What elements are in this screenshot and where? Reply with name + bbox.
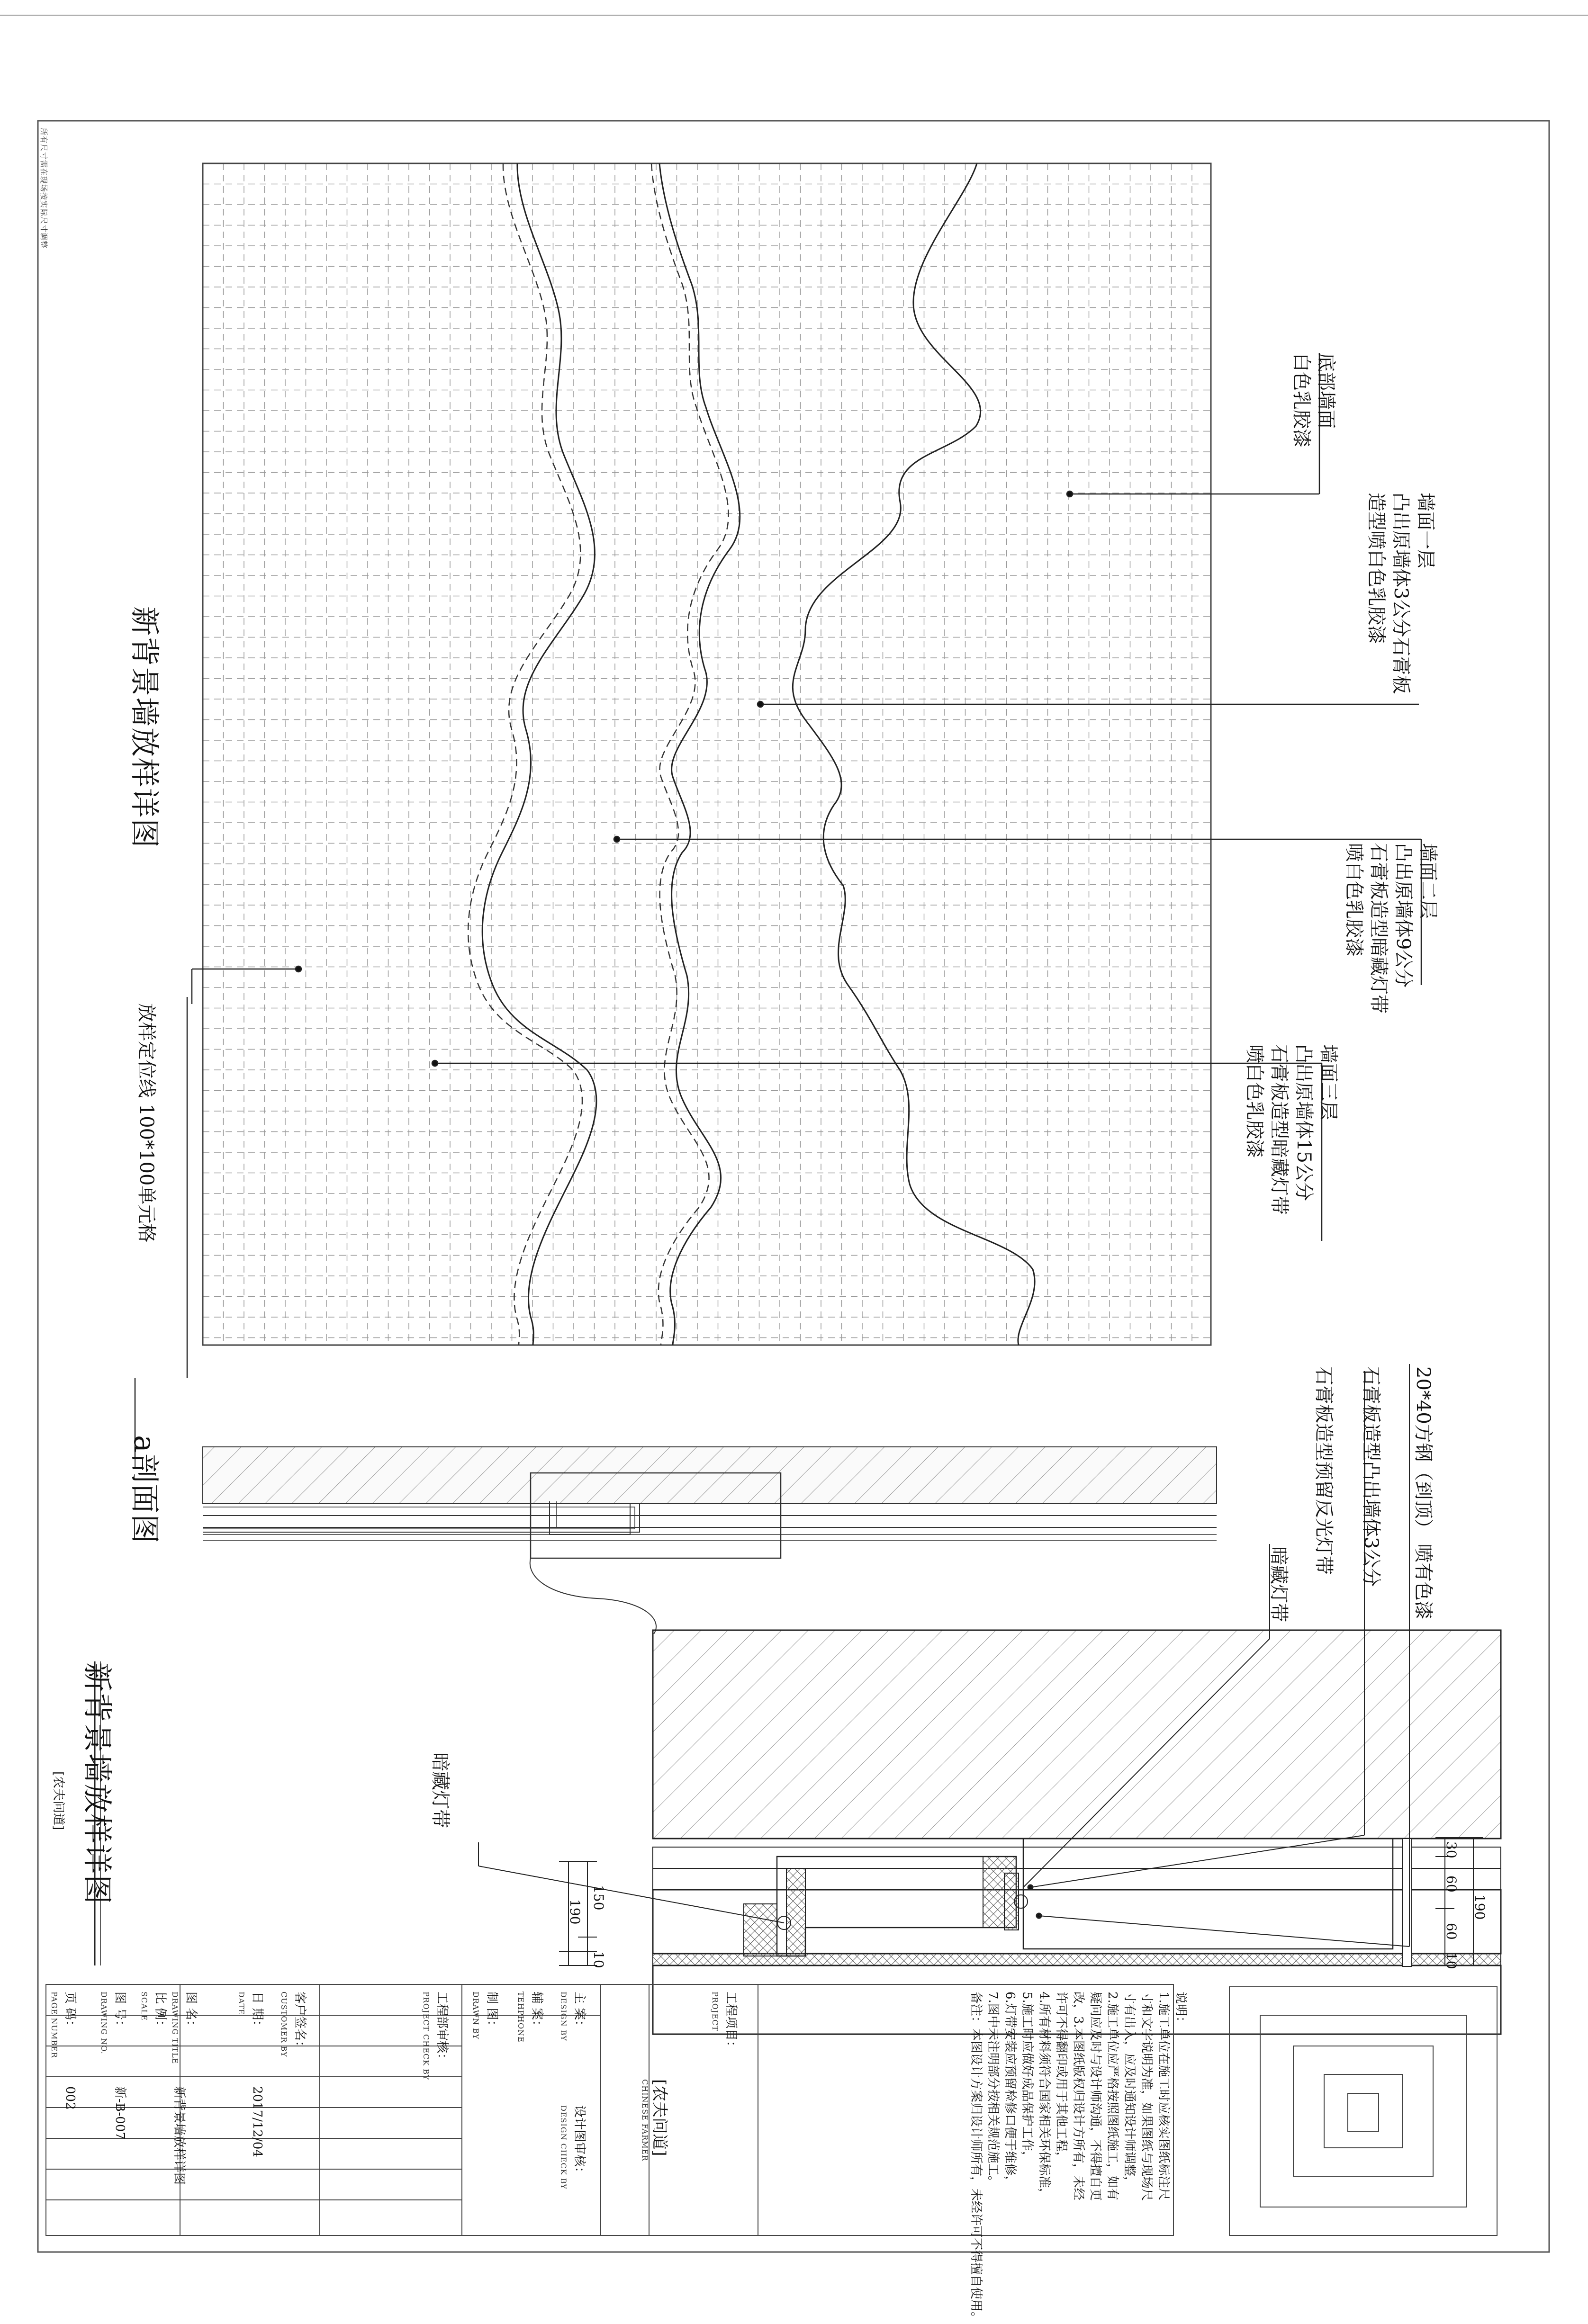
dim-right-190: 190 [1472,1894,1488,1920]
side-note: 所有尺寸需在现场按实际尺寸调整 [39,128,48,249]
notes-line-5: 疑问应及时与设计师沟通，不得擅自更 [1088,1992,1102,2201]
tb-title-label-en: DRAWING TITLE [171,1992,180,2064]
tb-number-label-en: DRAWING NO. [99,1992,108,2055]
dim-left-150: 150 [591,1885,606,1911]
project-name-cn: [农夫问道] [650,2079,669,2156]
section-title: a剖面图 [127,1435,162,1544]
project-label-en: PROJECT [711,1992,720,2031]
label-reserved-slot: 石膏板造型预留反光灯带 [1313,1366,1335,1575]
callout-layer2-line4: 喷白色乳胶漆 [1343,843,1365,957]
tb-row-a0 [555,1992,587,2041]
callout-layer3-line2: 凸出原墙体15公分 [1293,1044,1315,1201]
callout-base-wall-line2: 白色乳胶漆 [1290,353,1312,448]
callout-layer1-line1: 墙面一层 [1415,493,1436,568]
dim-right-10: 10 [1444,1952,1459,1969]
tb-design-label-en: DESIGN BY [559,1992,568,2041]
notes-line-6: 改，3.本图纸版权归设计方所有，未经 [1071,1992,1085,2200]
tb-number-label: 图 号： [113,1992,127,2033]
tb-date-value: 2017/12/04 [250,2086,264,2157]
project-name [641,2079,673,2161]
tb-row-a1 [555,2105,587,2189]
tb-scale-label: 比 例： [153,1992,167,2033]
tb-row-b5 [46,1992,78,2058]
callout-layer1 [1364,493,1438,694]
tb-assist-label: 辅 案： [530,1992,544,2033]
detail-title: 新背景墙放样详图 [80,1662,115,1905]
tb-check-label-en: DESIGN CHECK BY [559,2105,568,2189]
callout-layer2 [1342,843,1440,1014]
tb-date-label: 日 期： [250,1992,264,2033]
callout-layer2-line3: 石膏板造型暗藏灯带 [1368,843,1390,1014]
dim-left-190: 190 [567,1899,583,1925]
notes-block [967,1992,1189,2324]
tb-row-b3 [167,1992,199,2064]
tb-design-label: 主 案： [572,1992,586,2033]
tb-title-value: 新背景墙放样详图 [172,2086,186,2185]
notes-line-2: 寸和文字说明为准，如果图纸与现场尺 [1139,1992,1154,2201]
tb-row-b0 [276,1992,308,2057]
tb-drawn-label: 制 图： [485,1992,499,2033]
notes-line-4: 2.施工单位应严格按照图纸施工，如有 [1105,1992,1119,2200]
tb-customer-label-en: CUSTOMER BY [280,1992,289,2057]
callout-layer1-line2: 凸出原墙体3公分石膏板 [1390,493,1412,694]
callout-base-wall-line1: 底部墙面 [1315,353,1337,429]
notes-line-10: 6.灯带安装应预留检修口便于维修， [1003,1992,1017,2188]
tb-title-label: 图 名： [184,1992,198,2033]
callout-layer3-line1: 墙面三层 [1317,1044,1339,1120]
tb-row-a2 [513,1992,545,2043]
label-hidden-light-a: 暗藏灯带 [1268,1546,1290,1622]
callout-layer1-line3: 造型喷白色乳胶漆 [1365,493,1387,644]
tb-row-a3 [468,1992,500,2039]
notes-line-1: 1.施工单位在施工时应核实图纸标注尺 [1156,1992,1171,2200]
tb-date-label-en: DATE [237,1992,246,2015]
tb-page-label: 页 码： [63,1992,77,2033]
tb-customer-label: 客户签名： [293,1992,307,2054]
callout-layer2-line2: 凸出原墙体9公分 [1392,843,1414,988]
notes-line-8: 4.所有材料须符合国家相关环保标准， [1037,1992,1051,2200]
dim-right-60a: 60 [1444,1875,1459,1893]
label-hidden-light-b: 暗藏灯带 [429,1752,451,1828]
callout-base-wall [1289,353,1338,448]
callout-layer3-line4: 喷白色乳胶漆 [1244,1044,1265,1158]
tb-page-value: 002 [63,2086,77,2110]
notes-line-11: 7.图中未注明部分按相关规范施工。 [986,1992,1000,2188]
callout-layer3-line3: 石膏板造型暗藏灯带 [1268,1044,1290,1215]
elevation-title: 新背景墙放样详图 [127,606,162,849]
tb-row-b4 [96,1992,128,2055]
tb-projcheck-label: 工程部审核： [435,1992,449,2066]
tb-number-value: 新-B-007 [113,2086,127,2140]
dim-right-30: 30 [1444,1841,1459,1858]
tb-assist-label-en: TEHPHONE [516,1992,525,2043]
grid-label: 放样定位线 100*100单元格 [135,1003,157,1243]
label-board-wall: 石膏板造型凸出墙体3公分 [1360,1366,1382,1587]
tb-projcheck-label-en: PROJECT CHECK BY [422,1992,431,2081]
tb-drawn-label-en: DRAWN BY [471,1992,480,2040]
callout-layer2-line1: 墙面二层 [1417,843,1439,919]
tb-row-b1 [233,1992,265,2032]
notes-tail: 备注：本图设计方案归设计师所有，未经许可不得擅自使用。 [969,1992,983,2324]
label-steel: 20*40方钢（到顶） 喷有色漆 [1412,1366,1434,1620]
project-label [707,1992,739,2053]
tb-row-a4 [418,1992,450,2080]
notes-heading: 说明： [1173,1992,1188,2029]
project-name-en: CHINESE FARMER [641,2079,650,2162]
tb-row-b2 [136,1992,168,2032]
notes-line-9: 5.施工时应做好成品保护工作， [1020,1992,1034,2163]
tb-check-label: 设计图审核： [572,2105,586,2180]
callout-layer3 [1242,1044,1341,1215]
notes-line-7: 许可不得翻印或用于其他工程， [1054,1992,1068,2164]
detail-subtitle: [农夫问道] [51,1771,65,1830]
tb-scale-label-en: SCALE [140,1992,149,2021]
notes-line-3: 寸有出入，应及时通知设计师调整， [1122,1992,1137,2189]
dim-right-60b: 60 [1444,1923,1459,1940]
tb-page-label-en: PAGE NUMBER [50,1992,59,2058]
dim-left-10: 10 [591,1951,606,1968]
project-label-cn: 工程项目： [724,1992,738,2054]
